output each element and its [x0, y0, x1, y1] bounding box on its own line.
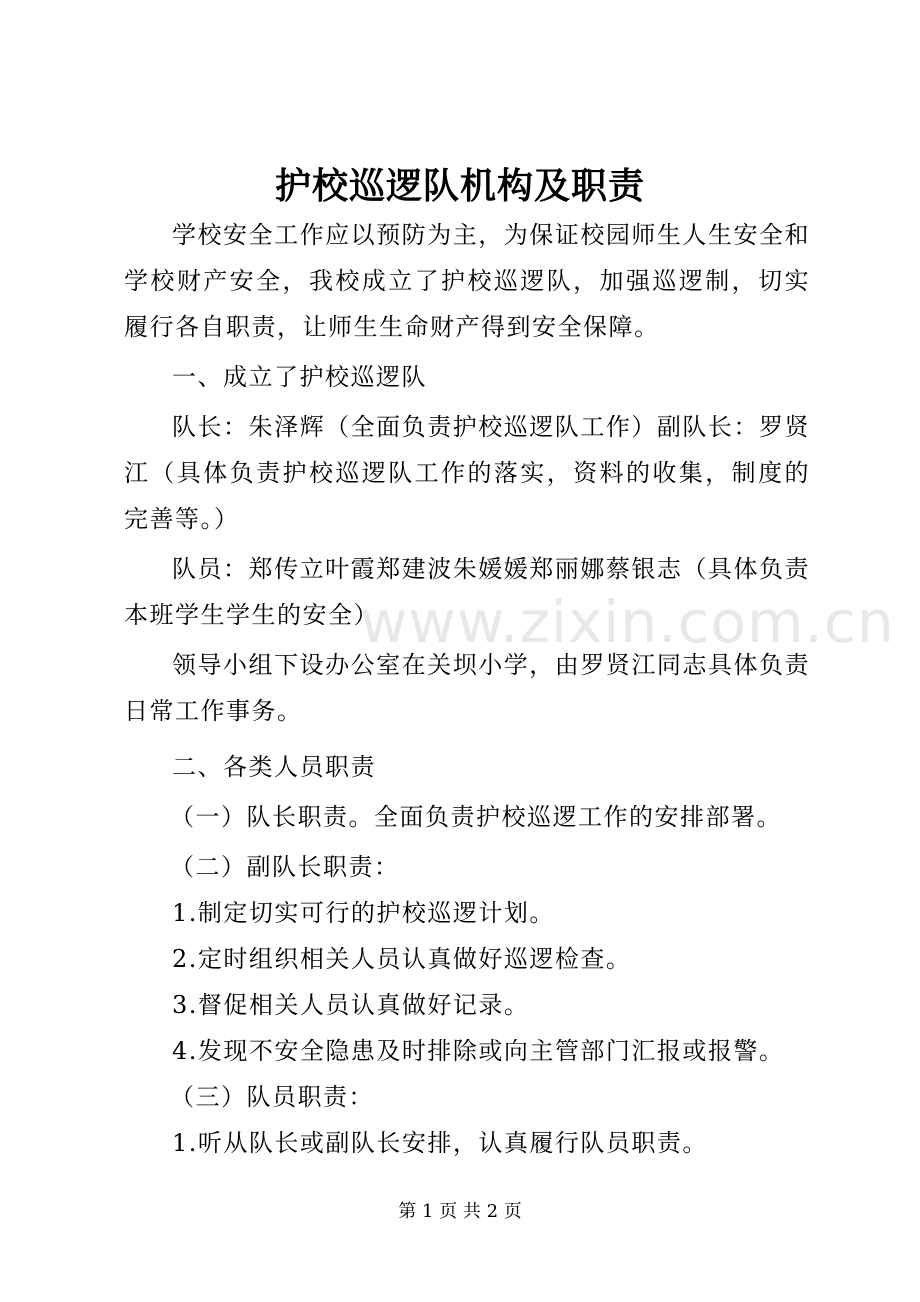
- list-item-4: 4.发现不安全隐患及时排除或向主管部门汇报或报警。: [172, 1037, 785, 1065]
- document-title: 护校巡逻队机构及职责: [274, 165, 645, 207]
- list-item-2: 2.定时组织相关人员认真做好巡逻检查。: [172, 945, 632, 973]
- paragraph-leaders: 队长：朱泽辉（全面负责护校巡逻队工作）副队长：罗贤江（具体负责护校巡逻队工作的落实，资料的收集，制度的完善等。）: [124, 413, 810, 533]
- list-item-5: 1.听从队长或副队长安排，认真履行队员职责。: [172, 1129, 708, 1157]
- list-item-3: 3.督促相关人员认真做好记录。: [172, 991, 530, 1019]
- paragraph-office: 领导小组下设办公室在关坝小学，由罗贤江同志具体负责日常工作事务。: [124, 651, 810, 725]
- subheading-members: （三）队员职责：: [170, 1083, 374, 1111]
- section-heading-2: 二、各类人员职责: [172, 753, 376, 781]
- paragraph-members: 队员：郑传立叶霞郑建波朱媛媛郑丽娜蔡银志（具体负责本班学生学生的安全）: [124, 555, 810, 629]
- list-item-1: 1.制定切实可行的护校巡逻计划。: [172, 899, 555, 927]
- section-heading-1: 一、成立了护校巡逻队: [172, 363, 427, 391]
- document-body: [124, 212, 810, 1166]
- paragraph-intro: 学校安全工作应以预防为主，为保证校园师生人生安全和学校财产安全，我校成立了护校巡逻队，加强巡逻制，切实履行各自职责，让师生生命财产得到安全保障。: [124, 221, 810, 341]
- subheading-vice-captain: （二）副队长职责：: [170, 853, 400, 881]
- page-footer: 第 1 页 共 2 页: [398, 1201, 522, 1222]
- watermark: www.zixin.com.cn: [360, 588, 895, 656]
- subheading-captain: （一）队长职责。全面负责护校巡逻工作的安排部署。: [170, 803, 782, 831]
